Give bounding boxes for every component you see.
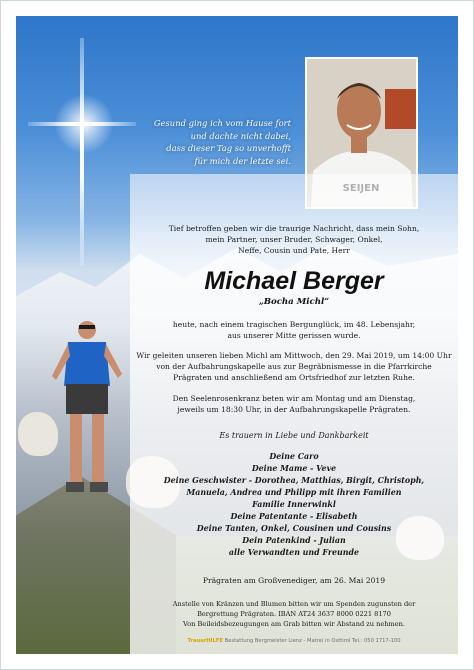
donation-line: Anstelle von Kränzen und Blumen bitten wir um Spenden zugunsten der — [172, 600, 416, 608]
mourner-line: Dein Patenkind - Julian — [242, 536, 346, 545]
quote-line: Gesund ging ich vom Hause fort — [153, 118, 291, 128]
mourner-line: Deine Geschwister - Dorothea, Matthias, Birgit, Christoph, — [163, 476, 425, 485]
donation-line: Bergrettung Prägraten. IBAN AT24 3637 8000 0221 8170 — [197, 610, 391, 618]
circumstance-text — [130, 319, 458, 341]
funeral-line: von der Aufbahrungskapelle aus zur Begräbnismesse in die Pfarrkirche — [156, 362, 432, 371]
rosary-details — [130, 393, 458, 415]
mourners-list — [130, 451, 458, 559]
funeral-line: Wir geleiten unseren lieben Michl am Mittwoch, den 29. Mai 2019, um 14:00 Uhr — [136, 351, 452, 360]
mourner-line: Deine Patentante - Elisabeth — [230, 512, 358, 521]
funeral-line: Prägraten und anschließend am Ortsfriedhof zur letzten Ruhe. — [173, 373, 415, 382]
mourner-line: alle Verwandten und Freunde — [228, 548, 360, 557]
circumstance-line: heute, nach einem tragischen Bergunglück, im 48. Lebensjahr, — [172, 320, 416, 329]
light-cross-horizontal — [28, 122, 136, 126]
announcement-line: Tief betroffen geben wir die traurige Nachricht, dass mein Sohn, — [168, 224, 420, 233]
brand-logo-text: TrauerHILFE — [187, 638, 223, 644]
deceased-name: Michael Berger — [204, 267, 384, 295]
rosary-line: jeweils um 18:30 Uhr, in der Aufbahrungskapelle Prägraten. — [177, 405, 411, 414]
funeral-home-footer — [130, 637, 458, 645]
memorial-quote — [150, 117, 291, 167]
quote-line: dass dieser Tag so unverhofft — [166, 143, 291, 153]
hiker-figure — [40, 316, 130, 516]
footer-contact: Bestattung Bergmeister Lienz - Matrei in Osttirol Tel.: 050 1717-100 — [224, 638, 401, 644]
announcement-text — [130, 223, 458, 256]
mourner-line: Familie Innerwinkl — [252, 500, 336, 509]
mourning-heading: Es trauern in Liebe und Dankbarkeit — [219, 431, 369, 440]
announcement-line: Neffe, Cousin und Pate, Herr — [238, 246, 350, 255]
announcement-line: mein Partner, unser Bruder, Schwager, Onkel, — [205, 235, 383, 244]
circumstance-line: aus unserer Mitte gerissen wurde. — [227, 331, 361, 340]
mourner-line: Deine Caro — [269, 452, 319, 461]
donation-note — [130, 599, 458, 629]
mourner-line: Manuela, Andrea und Philipp mit ihren Familien — [186, 488, 402, 497]
mourner-line: Deine Mame - Veve — [251, 464, 337, 473]
rosary-line: Den Seelenrosenkranz beten wir am Montag und am Dienstag, — [172, 394, 416, 403]
light-cross-vertical — [80, 38, 84, 266]
mourner-line: Deine Tanten, Onkel, Cousinen und Cousins — [196, 524, 392, 533]
funeral-details — [130, 350, 458, 383]
quote-line: und dachte nicht dabei, — [190, 130, 291, 141]
donation-line: Von Beileidsbezeugungen am Grab bitten wir Abstand zu nehmen. — [182, 620, 406, 628]
nickname: „Bocha Michl“ — [258, 297, 330, 307]
place-date: Prägraten am Großvenediger, am 26. Mai 2019 — [202, 576, 386, 585]
quote-line: für mich der letzte sei. — [194, 155, 291, 166]
